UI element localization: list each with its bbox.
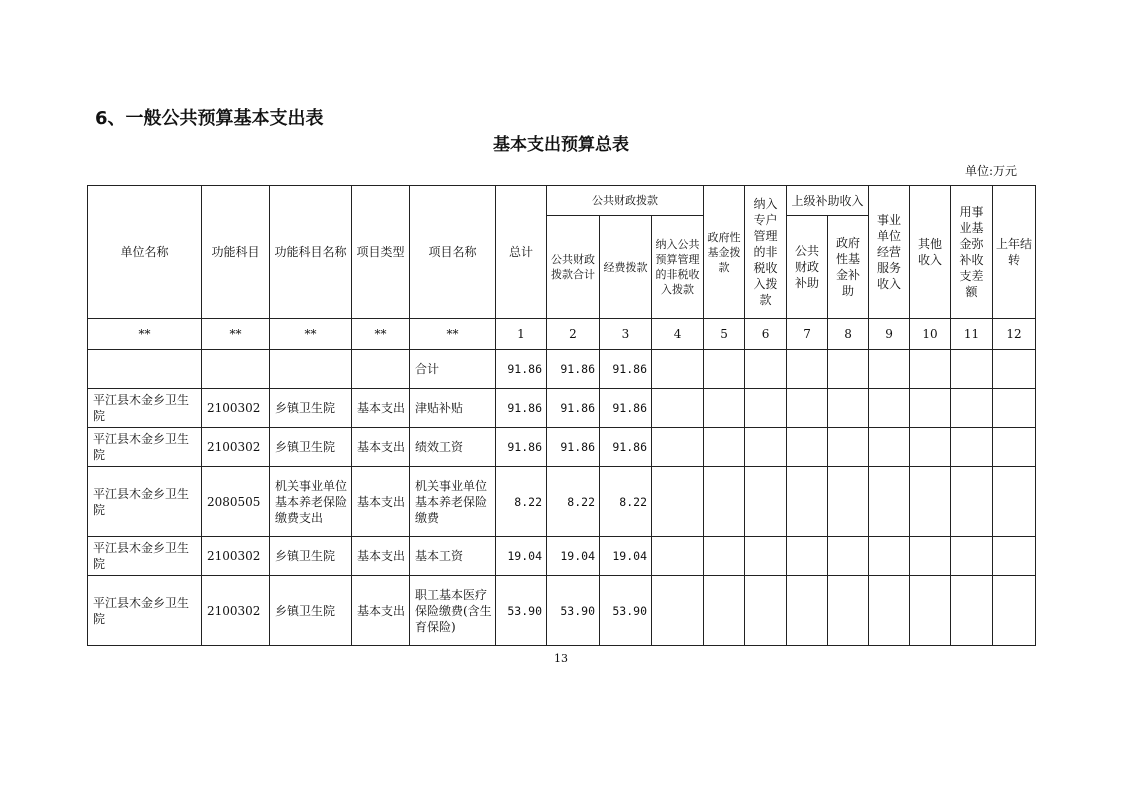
expense-cell: 91.86 (600, 428, 652, 467)
header-special-nontax: 纳入专户管理的非税收入拨款 (745, 186, 787, 319)
header-superior-subsidy: 上级补助收入 (787, 186, 869, 216)
total-cell: 19.04 (496, 537, 547, 576)
table-title: 基本支出预算总表 (493, 135, 629, 155)
unit-cell: 平江县木金乡卫生院 (88, 576, 202, 646)
index-cell: 11 (951, 319, 993, 350)
func-name-cell: 乡镇卫生院 (270, 428, 352, 467)
unit-cell: 平江县木金乡卫生院 (88, 428, 202, 467)
header-func-name: 功能科目名称 (270, 186, 352, 319)
unit-cell: 平江县木金乡卫生院 (88, 467, 202, 537)
type-cell: 基本支出 (352, 576, 410, 646)
header-sup-gov-fund: 政府性基金补助 (828, 216, 869, 319)
index-cell: 2 (547, 319, 600, 350)
table-row (88, 576, 1036, 646)
table-row (88, 428, 1036, 467)
index-cell: ** (352, 319, 410, 350)
index-cell: 8 (828, 319, 869, 350)
index-cell: 7 (787, 319, 828, 350)
header-sup-public: 公共财政补助 (787, 216, 828, 319)
index-cell: ** (410, 319, 496, 350)
total-cell: 91.86 (496, 428, 547, 467)
func-name-cell: 乡镇卫生院 (270, 537, 352, 576)
unit-label: 单位:万元 (964, 164, 1017, 178)
pf-total-cell: 91.86 (547, 428, 600, 467)
header-fund-cover: 用事业基金弥补收支差额 (951, 186, 993, 319)
func-name-cell: 机关事业单位基本养老保险缴费支出 (270, 467, 352, 537)
total-pf-total: 91.86 (547, 350, 600, 389)
header-item-type: 项目类型 (352, 186, 410, 319)
index-cell: ** (202, 319, 270, 350)
code-cell: 2100302 (202, 537, 270, 576)
func-name-cell: 乡镇卫生院 (270, 389, 352, 428)
expense-cell: 53.90 (600, 576, 652, 646)
func-name-cell: 乡镇卫生院 (270, 576, 352, 646)
expense-cell: 91.86 (600, 389, 652, 428)
code-cell: 2080505 (202, 467, 270, 537)
header-pf-total: 公共财政拨款合计 (547, 216, 600, 319)
header-unit-name: 单位名称 (88, 186, 202, 319)
total-row (88, 350, 1036, 389)
header-func-code: 功能科目 (202, 186, 270, 319)
table-row (88, 389, 1036, 428)
index-cell: 6 (745, 319, 787, 350)
index-cell: 4 (652, 319, 704, 350)
index-cell: 12 (993, 319, 1036, 350)
total-label: 合计 (410, 350, 496, 389)
header-total: 总计 (496, 186, 547, 319)
pf-total-cell: 19.04 (547, 537, 600, 576)
index-cell: ** (270, 319, 352, 350)
pf-total-cell: 53.90 (547, 576, 600, 646)
type-cell: 基本支出 (352, 428, 410, 467)
header-other-income: 其他收入 (910, 186, 951, 319)
unit-cell: 平江县木金乡卫生院 (88, 537, 202, 576)
item-cell: 津贴补贴 (410, 389, 496, 428)
header-item-name: 项目名称 (410, 186, 496, 319)
item-cell: 绩效工资 (410, 428, 496, 467)
header-expense-alloc: 经费拨款 (600, 216, 652, 319)
table-row (88, 537, 1036, 576)
item-cell: 基本工资 (410, 537, 496, 576)
table-row (88, 467, 1036, 537)
type-cell: 基本支出 (352, 467, 410, 537)
expense-cell: 19.04 (600, 537, 652, 576)
header-business-income: 事业单位经营服务收入 (869, 186, 910, 319)
expense-cell: 8.22 (600, 467, 652, 537)
type-cell: 基本支出 (352, 389, 410, 428)
code-cell: 2100302 (202, 576, 270, 646)
item-cell: 职工基本医疗保险缴费(含生育保险) (410, 576, 496, 646)
code-cell: 2100302 (202, 428, 270, 467)
header-carryover: 上年结转 (993, 186, 1036, 319)
index-cell: 3 (600, 319, 652, 350)
index-cell: 9 (869, 319, 910, 350)
code-cell: 2100302 (202, 389, 270, 428)
header-public-finance: 公共财政拨款 (547, 186, 704, 216)
total-expense: 91.86 (600, 350, 652, 389)
budget-table (87, 185, 1036, 646)
index-cell: 1 (496, 319, 547, 350)
index-cell: 10 (910, 319, 951, 350)
total-cell: 8.22 (496, 467, 547, 537)
total-cell: 91.86 (496, 389, 547, 428)
pf-total-cell: 8.22 (547, 467, 600, 537)
header-nontax-budget: 纳入公共预算管理的非税收入拨款 (652, 216, 704, 319)
unit-cell: 平江县木金乡卫生院 (88, 389, 202, 428)
index-row (88, 319, 1036, 350)
page-number: 13 (554, 652, 568, 665)
pf-total-cell: 91.86 (547, 389, 600, 428)
index-cell: 5 (704, 319, 745, 350)
section-title: 6、一般公共预算基本支出表 (95, 108, 324, 129)
index-cell: ** (88, 319, 202, 350)
total-cell: 53.90 (496, 576, 547, 646)
total-value: 91.86 (496, 350, 547, 389)
item-cell: 机关事业单位基本养老保险缴费 (410, 467, 496, 537)
header-gov-fund: 政府性基金拨款 (704, 186, 745, 319)
type-cell: 基本支出 (352, 537, 410, 576)
